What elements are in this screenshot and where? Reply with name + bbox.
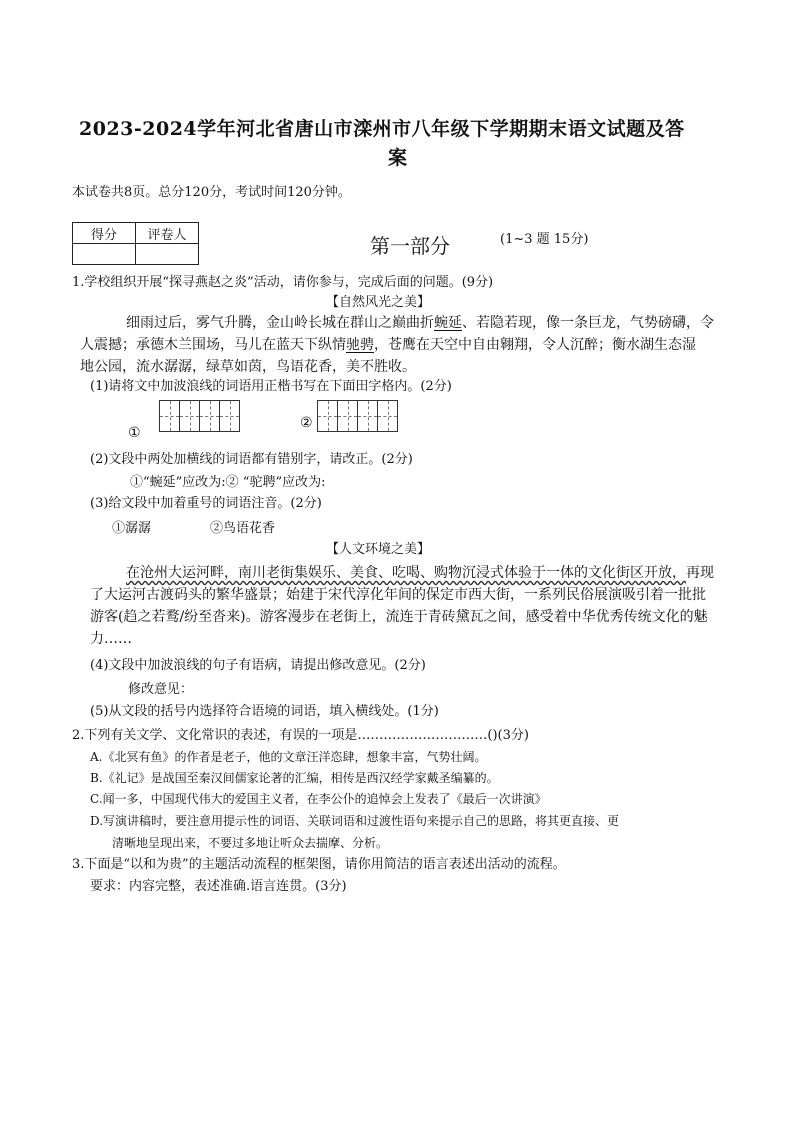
q1-paragraph-culture (90, 562, 720, 650)
para1-error-word-1: 蜿延 (434, 315, 462, 331)
q2-option-a: A.《北冥有鱼》的作者是老子，他的文章汪洋恣肆，想象丰富，气势壮阔。 (90, 750, 487, 764)
para1-text-c: 人震撼；承德木兰围场，马儿在蓝天下纵情 (80, 337, 346, 353)
q3-stem: 3.下面是“以和为贵”的主题活动流程的框架图，请你用简洁的语言表述出活动的流程。 (72, 857, 566, 872)
document-title-line2: 案 (388, 147, 408, 169)
para1-text-e: 地公园，流水潺潺，绿草如茵，鸟语花香，美不胜收。 (80, 359, 416, 375)
tianzige-grid-1[interactable] (159, 400, 240, 432)
answer-mark-2: ② (300, 415, 313, 431)
para1-text-b: 、若隐若现，像一条巨龙，气势磅礴，令 (462, 315, 714, 331)
q1-sub3: (3)给文段中加着重号的词语注音。(2分) (90, 496, 322, 511)
section-title-nature: 【自然风光之美】 (326, 295, 431, 310)
para2-text-b: 了大运河古渡码头的繁华盛景；始建于宋代淳化年间的保定市西大街，一系列民俗展演吸引着一批批 (90, 587, 706, 603)
q1-sub4-answer: 修改意见： (128, 682, 194, 697)
score-header: 得分 (73, 223, 136, 244)
para2-text-c: 游客(趋之若鹜/纷至沓来)。游客漫步在老街上，流连于青砖黛瓦之间，感受着中华优秀传统文化的魅 (90, 609, 708, 625)
q2-stem: 2.下列有关文学、文化常识的表述，有误的一项是…………………………()(3分) (72, 728, 529, 743)
q1-sub2: (2)文段中两处加横线的词语都有错别字，请改正。(2分) (90, 452, 413, 467)
para1-error-word-2: 驰骋 (346, 337, 374, 353)
q2-option-b: B.《礼记》是战国至秦汉间儒家论著的汇编，相传是西汉经学家戴圣编纂的。 (90, 771, 499, 785)
q1-stem: 1.学校组织开展“探寻燕赵之炎”活动，请你参与，完成后面的问题。(9分) (72, 275, 494, 290)
para2-faulty-sentence: 在沧州大运河畔，南川老街集娱乐、美食、吃喝、购物沉浸式体验于一体的文化街区开放， (126, 565, 686, 581)
score-cell (73, 244, 136, 265)
exam-intro: 本试卷共8页。总分120分，考试时间120分钟。 (72, 185, 351, 200)
part-note: (1~3 题 15分) (500, 232, 589, 247)
grader-header: 评卷人 (136, 223, 199, 244)
para1-text-a: 细雨过后，雾气升腾，金山岭长城在群山之巅曲折 (126, 315, 434, 331)
q2-option-d-line2: 清晰地呈现出来，不要过多地让听众去揣摩、分析。 (112, 836, 389, 850)
document-title-line1: 2023-2024学年河北省唐山市滦州市八年级下学期期末语文试题及答 (79, 118, 685, 140)
q1-sub3-item1: ①潺潺 (112, 521, 152, 536)
tianzige-grid-2[interactable] (317, 400, 398, 432)
q1-sub5: (5)从文段的括号内选择符合语境的词语，填入横线处。(1分) (90, 704, 439, 719)
section-title-culture: 【人文环境之美】 (326, 542, 431, 557)
q1-sub2-answer: ①“蜿延”应改为:② “驼聘”应改为: (130, 475, 326, 490)
q3-requirement: 要求：内容完整，表述准确.语言连贯。(3分) (90, 879, 347, 894)
q1-sub4: (4)文段中加波浪线的句子有语病，请提出修改意见。(2分) (90, 658, 426, 673)
part-heading: 第一部分 (370, 234, 450, 258)
para2-text-a: 再现 (686, 565, 714, 581)
q1-sub3-item2: ②鸟语花香 (210, 521, 276, 536)
score-table (72, 222, 199, 265)
q2-option-d-line1: D.写演讲稿时，要注意用提示性的词语、关联词语和过渡性语句来提示自己的思路，将其更直接、更 (90, 814, 620, 828)
answer-mark-1: ① (128, 425, 141, 441)
para2-text-d: 力…… (90, 631, 132, 647)
q1-sub1: (1)请将文中加波浪线的词语用正楷书写在下面田字格内。(2分) (90, 379, 452, 394)
q2-option-c: C.闻一多，中国现代伟大的爱国主义者，在李公仆的追悼会上发表了《最后一次讲演》 (90, 792, 547, 806)
grader-cell (136, 244, 199, 265)
para1-text-d: ，苍鹰在天空中自由翱翔，令人沉醉；衡水湖生态湿 (374, 337, 696, 353)
q1-paragraph-nature (80, 312, 720, 378)
